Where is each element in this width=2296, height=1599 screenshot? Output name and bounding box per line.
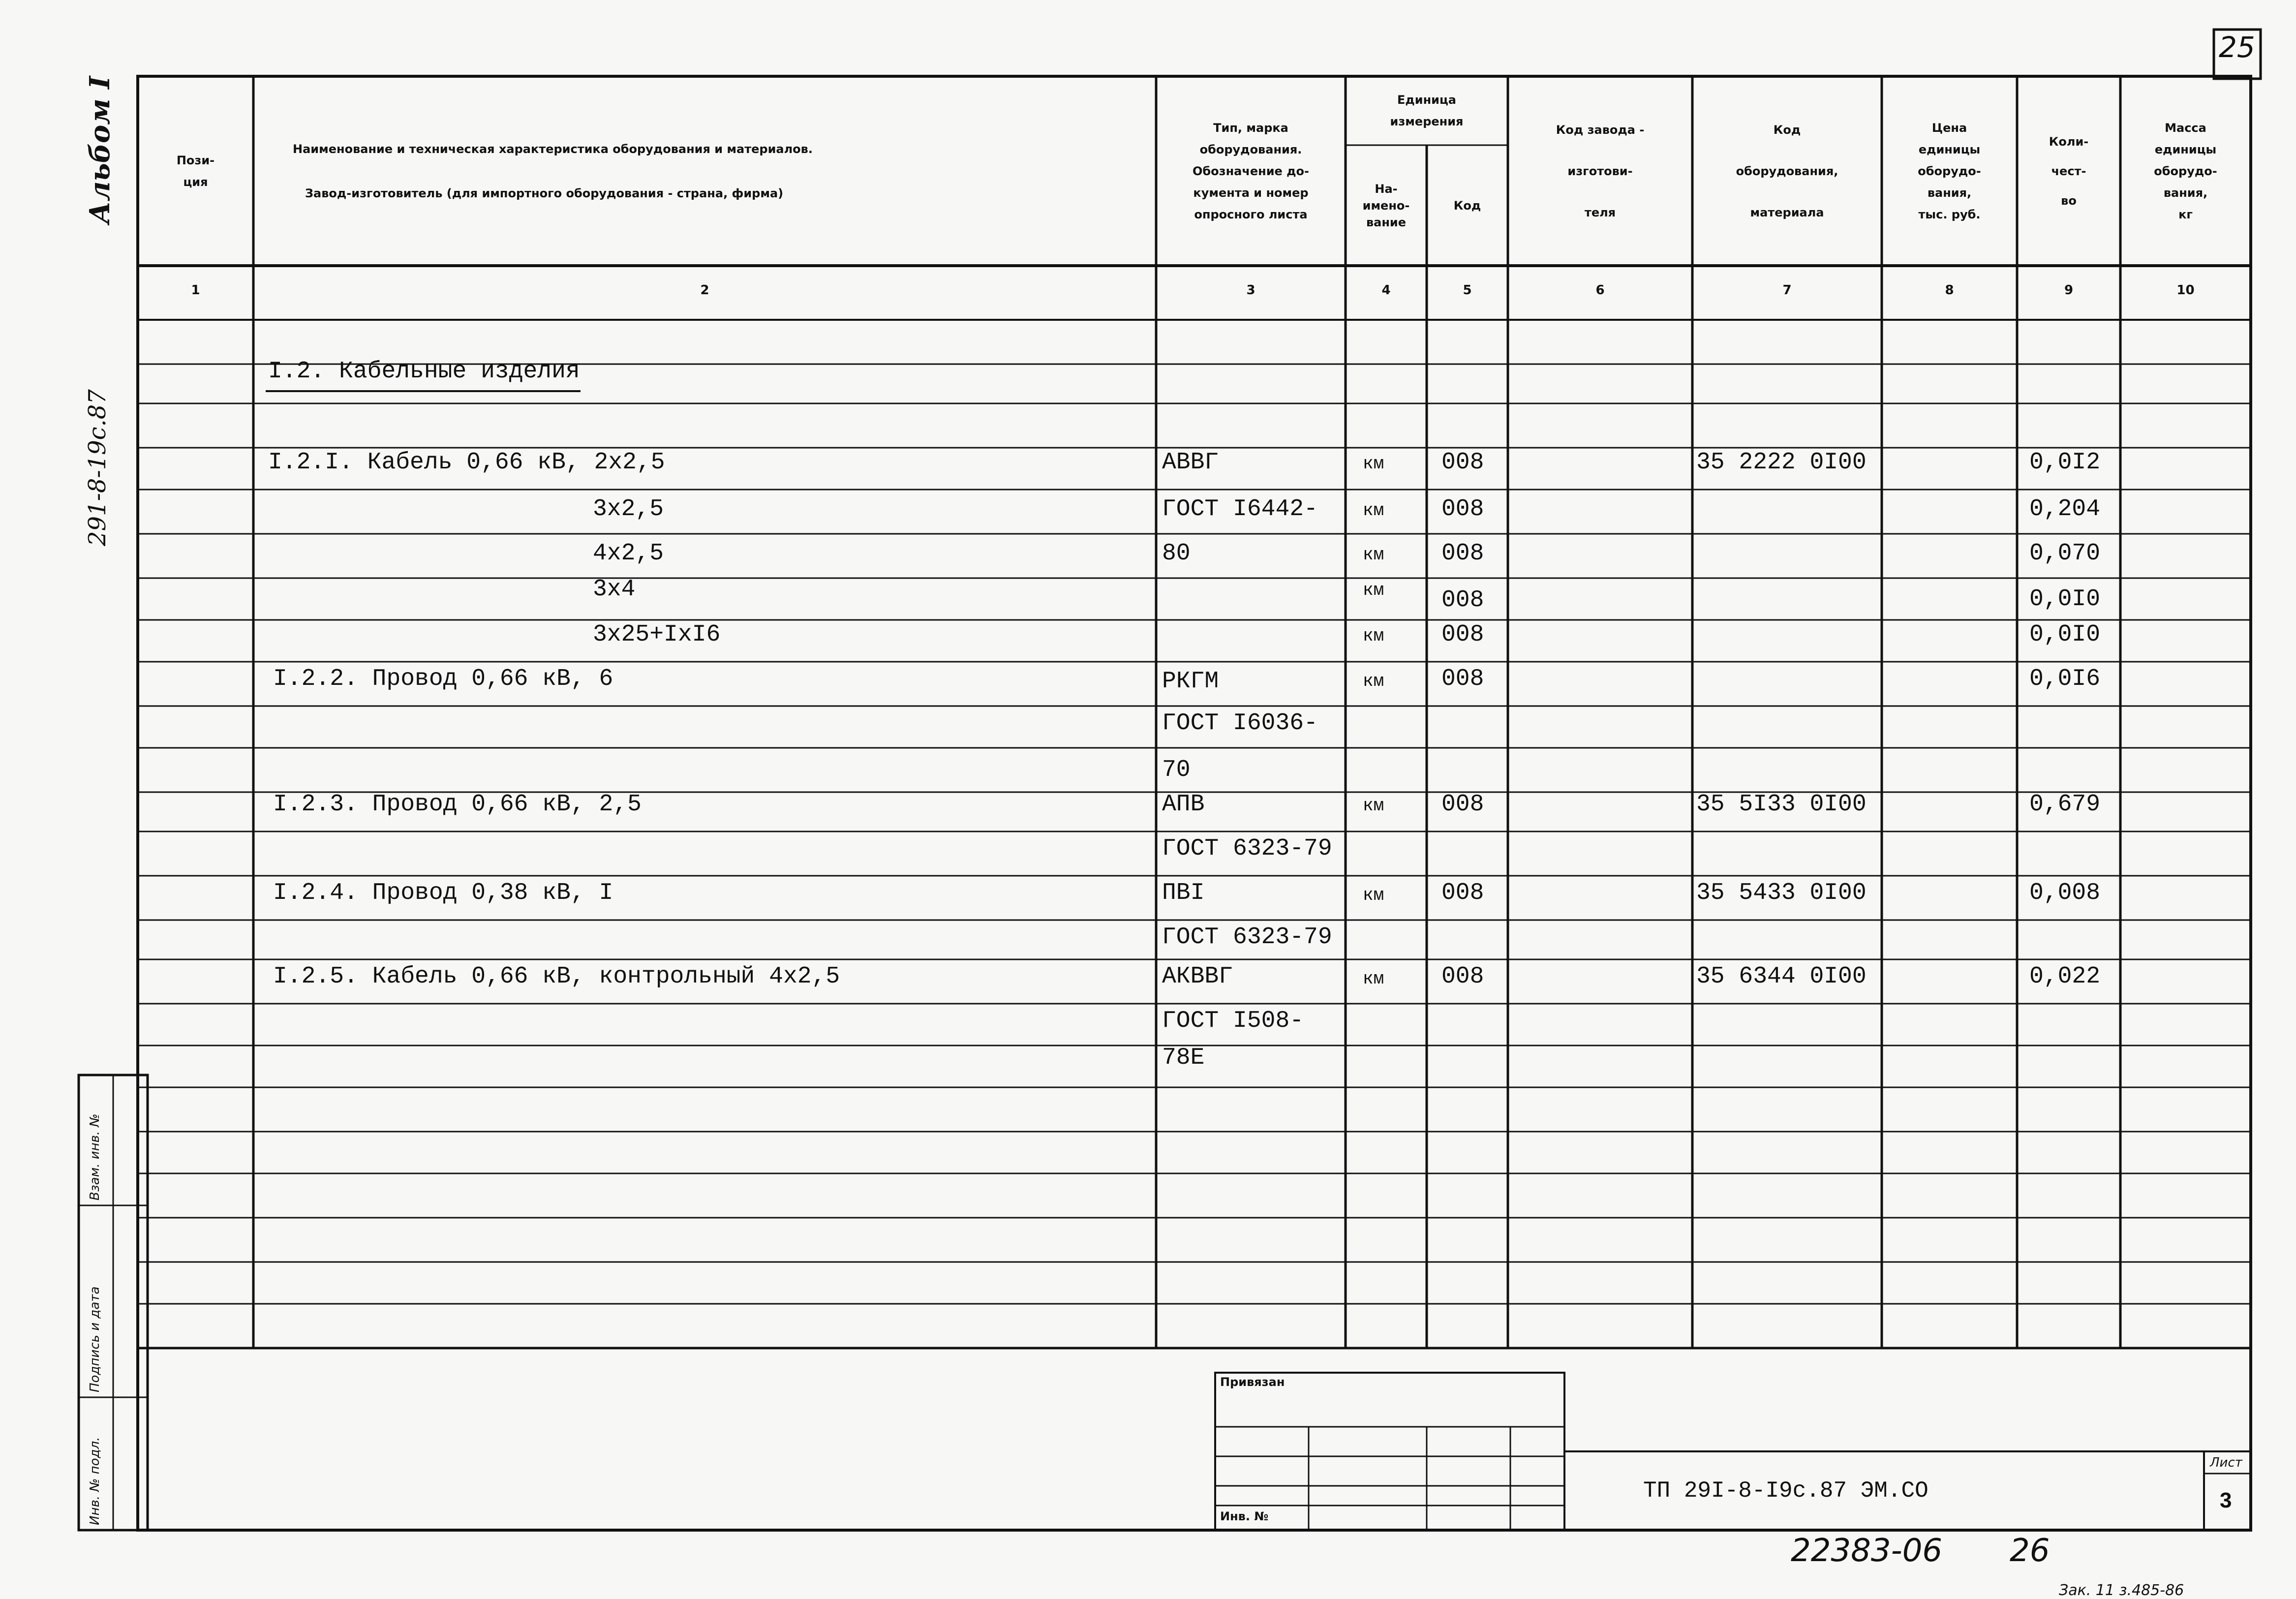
table-cell-type: АПВ	[1162, 791, 1205, 818]
table-cell-unit: км	[1363, 500, 1384, 521]
column-number: 2	[700, 283, 709, 298]
column-number: 1	[191, 283, 200, 298]
header-col-6: Код завода - изготови- теля	[1556, 123, 1645, 219]
table-cell-quantity: 0,0I0	[2029, 586, 2101, 613]
table-cell-code: 008	[1441, 880, 1484, 906]
album-label: Альбом I	[84, 76, 116, 224]
table-cell-type: АКВВГ	[1162, 963, 1233, 990]
table-cell-equipment-code: 35 5433 0I00	[1696, 880, 1867, 906]
column-number: 4	[1381, 283, 1391, 298]
bottom-code: 22383-06	[1791, 1533, 1943, 1569]
table-cell-code: 008	[1441, 791, 1484, 818]
table-cell-name: 4х2,5	[593, 540, 664, 567]
table-cell-code: 008	[1441, 449, 1484, 476]
table-cell-code: 008	[1441, 621, 1484, 648]
header-col-3: Тип, марка оборудования. Обозначение до- кумента и номер опросного листа	[1193, 121, 1309, 221]
table-cell-unit: км	[1363, 454, 1384, 474]
table-cell-type: ГОСТ I6036-	[1162, 710, 1318, 737]
stamp-inventory-original: Инв. № подл.	[88, 1437, 102, 1525]
table-cell-type: РКГМ	[1162, 668, 1219, 695]
table-cell-type: 70	[1162, 757, 1191, 783]
table-cell-quantity: 0,008	[2029, 880, 2101, 906]
column-number: 7	[1782, 283, 1792, 298]
bottom-page: 26	[2010, 1533, 2050, 1569]
table-cell-type: ГОСТ 6323-79	[1162, 835, 1332, 862]
table-cell-name: I.2.4. Провод 0,38 кВ, I	[273, 880, 613, 906]
table-cell-type: ГОСТ I508-	[1162, 1008, 1304, 1034]
document-designation: ТП 29I-8-I9с.87 ЭМ.СО	[1643, 1478, 1929, 1504]
table-cell-equipment-code: 35 2222 0I00	[1696, 449, 1867, 476]
header-col-4: На- имено- вание	[1362, 182, 1410, 229]
column-number: 10	[2176, 283, 2195, 298]
table-cell-unit: км	[1363, 796, 1384, 816]
column-number: 5	[1463, 283, 1472, 298]
column-number: 9	[2064, 283, 2074, 298]
table-cell-quantity: 0,204	[2029, 496, 2101, 523]
table-cell-unit: км	[1363, 626, 1384, 646]
table-cell-type: ПВI	[1162, 880, 1205, 906]
corner-note: Зак. 11 з.485-86	[2059, 1582, 2184, 1599]
table-cell-code: 008	[1441, 587, 1484, 614]
header-unit-group: Единица измерения	[1390, 93, 1464, 128]
table-cell-type: 78Е	[1162, 1045, 1205, 1071]
table-cell-type: 80	[1162, 540, 1191, 567]
document-side-code: 291-8-19с.87	[84, 389, 111, 546]
table-cell-type: ГОСТ 6323-79	[1162, 924, 1332, 951]
table-cell-name: 3х25+IхI6	[593, 621, 721, 648]
column-number: 3	[1246, 283, 1255, 298]
sheet-value: 3	[2220, 1488, 2232, 1512]
table-cell-type: ГОСТ I6442-	[1162, 496, 1318, 523]
table-cell-name: I.2.5. Кабель 0,66 кВ, контрольный 4х2,5	[273, 963, 840, 990]
header-col-5: Код	[1453, 198, 1481, 213]
sheet-label: Лист	[2210, 1455, 2242, 1470]
table-cell-name: I.2.2. Провод 0,66 кВ, 6	[273, 666, 613, 692]
table-cell-quantity: 0,0I2	[2029, 449, 2101, 476]
table-cell-unit: км	[1363, 885, 1384, 905]
table-cell-unit: км	[1363, 671, 1384, 691]
table-cell-unit: км	[1363, 580, 1384, 600]
table-cell-code: 008	[1441, 666, 1484, 692]
linked-label: Привязан	[1220, 1375, 1285, 1389]
table-cell-code: 008	[1441, 496, 1484, 523]
table-cell-quantity: 0,022	[2029, 963, 2101, 990]
table-cell-quantity: 0,0I6	[2029, 666, 2101, 692]
table-cell-type: АВВГ	[1162, 449, 1219, 476]
inventory-number-label: Инв. №	[1220, 1509, 1269, 1523]
table-cell-equipment-code: 35 6344 0I00	[1696, 963, 1867, 990]
table-cell-name: I.2.3. Провод 0,66 кВ, 2,5	[273, 791, 642, 818]
section-title: I.2. Кабельные изделия	[268, 358, 580, 385]
header-col-1: Пози- ция	[176, 153, 215, 189]
header-col-2: Наименование и техническая характеристика оборудования и материалов. Завод-изготовитель (для импортного оборудования - страна, фирма)	[293, 142, 813, 200]
table-cell-equipment-code: 35 5I33 0I00	[1696, 791, 1867, 818]
sheet-number: 25	[2219, 31, 2255, 64]
column-number: 6	[1595, 283, 1605, 298]
table-cell-name: 3х2,5	[593, 496, 664, 523]
column-number: 8	[1945, 283, 1954, 298]
header-col-7: Код оборудования, материала	[1736, 123, 1838, 219]
stamp-signature-date: Подпись и дата	[88, 1286, 102, 1392]
table-cell-name: I.2.I. Кабель 0,66 кВ, 2х2,5	[268, 449, 665, 476]
table-cell-quantity: 0,0I0	[2029, 621, 2101, 648]
header-col-9: Коли- чест- во	[2049, 134, 2089, 208]
header-col-8: Цена единицы оборудо- вания, тыс. руб.	[1918, 121, 1981, 221]
table-cell-quantity: 0,070	[2029, 540, 2101, 567]
table-cell-quantity: 0,679	[2029, 791, 2101, 818]
header-col-10: Масса единицы оборудо- вания, кг	[2154, 121, 2217, 221]
table-cell-code: 008	[1441, 540, 1484, 567]
table-cell-unit: км	[1363, 545, 1384, 565]
table-cell-name: 3х4	[593, 576, 636, 603]
table-cell-unit: км	[1363, 969, 1384, 989]
table-cell-code: 008	[1441, 963, 1484, 990]
stamp-replaced-inventory: Взам. инв. №	[88, 1113, 102, 1200]
